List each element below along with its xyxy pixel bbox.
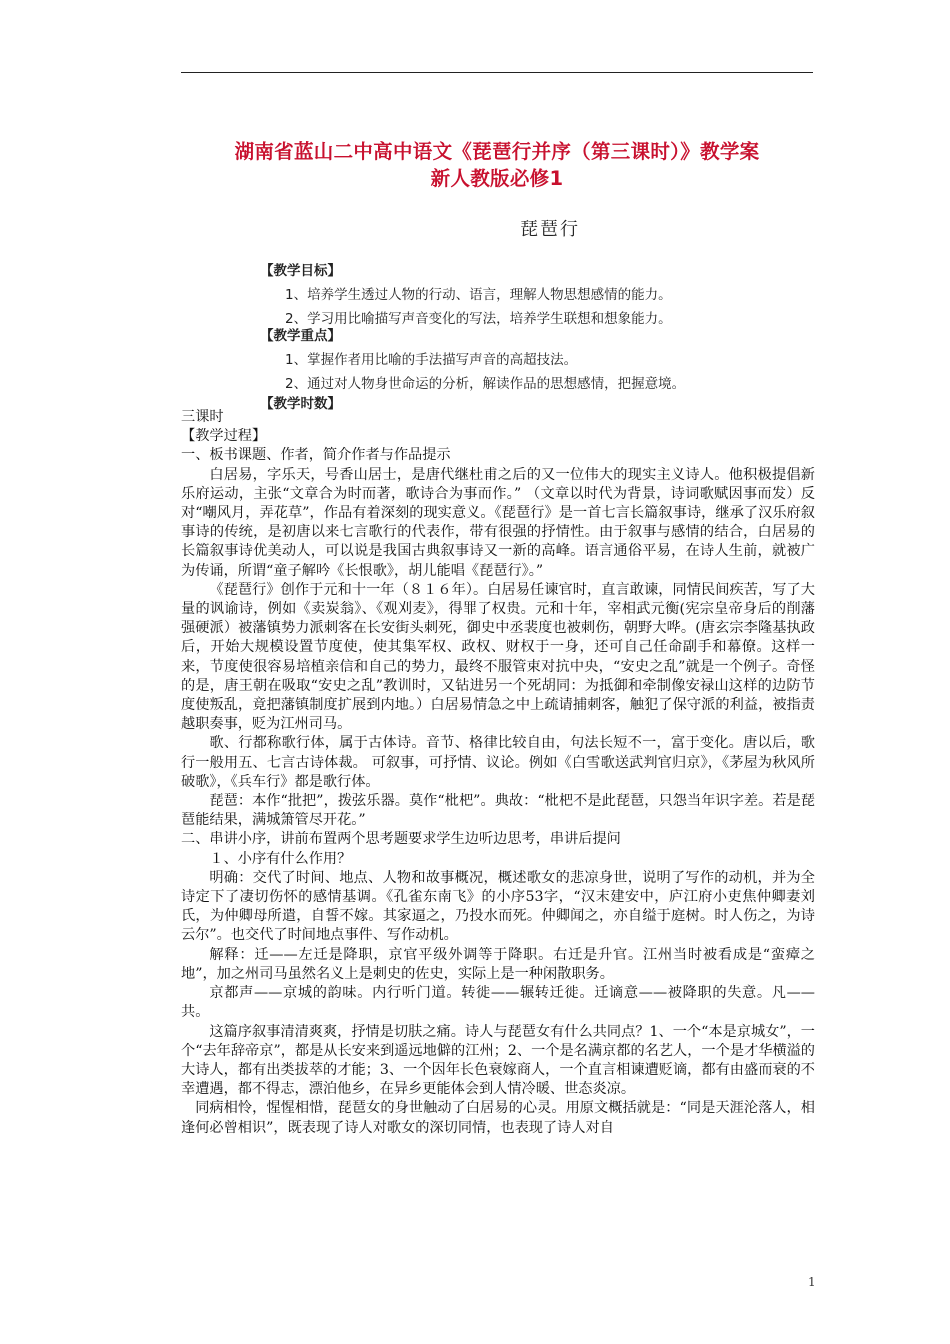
paragraph-explain: 解释：迁——左迁是降职，京官平级外调等于降职。右迁是升官。江州当时被看成是“蛮瘴之地”，加之州司马虽然名义上是刺史的佐史，实际上是一种闲散职务。 xyxy=(181,946,815,982)
hours-label: 【教学时数】 xyxy=(260,396,341,412)
header-rule xyxy=(181,72,813,73)
paragraph-clarify: 明确：交代了时间、地点、人物和故事概况，概述歌女的悲凉身世，说明了写作的动机，并为全诗定下了凄切伤怀的感情基调。《孔雀东南飞》的小序53字，“汉末建安中，庐江府小吏焦仲卿妻刘氏，为仲卿母所遣，自誓不嫁。其家逼之，乃投水而死。仲卿闻之，亦自缢于庭树。时人伤之，为诗云尔”。也交代了时间地点事件、写作动机。 xyxy=(181,869,815,944)
paragraph-author-intro: 白居易，字乐天，号香山居士，是唐代继杜甫之后的又一位伟大的现实主义诗人。他积极提倡新乐府运动，主张“文章合为时而著，歌诗合为事而作。” （文章以时代为背景，诗词歌赋因事而发）反对“嘲风月，弄花草”，作品有着深刻的现实意义。《琵琶行》是一首七言长篇叙事诗，继承了汉乐府叙事诗的传统，是初唐以来七言歌行的代表作，带有很强的抒情性。由于叙事与感情的结合，白居易的长篇叙事诗优美动人，可以说是我国古典叙事诗又一新的高峰。语言通俗平易，在诗人生前，就被广为传诵，所谓“童子解吟《长恨歌》，胡儿能唱《琵琶行》。” xyxy=(181,466,815,579)
paragraph-sympathy: 同病相怜，惺惺相惜，琵琶女的身世触动了白居易的心灵。用原文概括就是：“同是天涯沦落人，相逢何必曾相识”，既表现了诗人对歌女的深切同情，也表现了诗人对自 xyxy=(181,1100,815,1136)
process-label: 【教学过程】 xyxy=(181,428,267,445)
goal-label: 【教学目标】 xyxy=(260,263,341,279)
paragraph-genre: 歌、行都称歌行体，属于古体诗。音节、格律比较自由，句法长短不一，富于变化。唐以后，歌行一般用五、七言古诗体裁。 可叙事，可抒情、议论。例如《白雪歌送武判官归京》，《茅屋为秋风所破歌》，《兵车行》都是歌行体。 xyxy=(181,735,815,790)
document-title-line-2: 新人教版必修1 xyxy=(430,167,564,190)
section-heading-1: 一、板书课题、作者，简介作者与作品提示 xyxy=(181,447,451,464)
focus-item-2: 2、通过对人物身世命运的分析，解读作品的思想感情，把握意境。 xyxy=(285,376,686,392)
paragraph-background: 《琵琶行》创作于元和十一年（８１６年）。白居易任谏官时，直言敢谏，同情民间疾苦，写了大量的讽谕诗，例如《卖炭翁》、《观刈麦》，得罪了权贵。元和十年，宰相武元衡(宪宗皇帝身后的削藩强硬派）被藩镇势力派刺客在长安街头刺死，御史中丞裴度也被刺伤，朝野大哗。(唐玄宗李隆基执政后，开始大规模设置节度使，使其集军权、政权、财权于一身，还可自己任命副手和幕僚。这样一来，节度使很容易培植亲信和自己的势力，最终不服管束对抗中央，“安史之乱”就是一个例子。奇怪的是，唐王朝在吸取“安史之乱”教训时，又钻进另一个死胡同：为抵御和牵制像安禄山这样的边防节度使叛乱，竟把藩镇制度扩展到内地。）白居易情急之中上疏请捕刺客，触犯了保守派的利益，被指责越职奏事，贬为江州司马。 xyxy=(181,581,815,733)
page-number: 1 xyxy=(808,1275,816,1289)
hours-value: 三课时 xyxy=(181,409,224,425)
section-heading-2: 二、串讲小序，讲前布置两个思考题要求学生边听边思考，串讲后提问 xyxy=(181,831,621,848)
question-1: １、小序有什么作用？ xyxy=(209,850,352,867)
lesson-body xyxy=(181,408,815,1138)
paragraph-pipa: 琵琶：本作“批把”，拨弦乐器。莫作“枇杷”。典故：“枇杷不是此琵琶，只怨当年识字差。若是琵琶能结果，满城箫管尽开花。” xyxy=(181,793,815,829)
focus-label: 【教学重点】 xyxy=(260,328,341,344)
paragraph-vocabulary: 京都声——京城的韵味。内行听门道。转徙——辗转迁徙。迁谪意——被降职的失意。凡——共。 xyxy=(181,985,815,1021)
paragraph-common-points: 这篇序叙事清清爽爽，抒情是切肤之痛。诗人与琵琶女有什么共同点？1、一个“本是京城女”，一个“去年辞帝京”，都是从长安来到遥远地僻的江州；2、一个是名满京都的名艺人，一个是才华横溢的大诗人，都有出类拔萃的才能；3、一个因年长色衰嫁商人，一个直言相谏遭贬谪，都有由盛而衰的不幸遭遇，都不得志，漂泊他乡，在异乡更能体会到人情冷暖、世态炎凉。 xyxy=(181,1023,815,1098)
focus-item-1: 1、掌握作者用比喻的手法描写声音的高超技法。 xyxy=(285,352,578,368)
poem-subtitle: 琵琶行 xyxy=(520,219,580,240)
document-title-line-1: 湖南省蓝山二中高中语文《琵琶行并序（第三课时）》教学案 xyxy=(234,140,760,163)
goal-item-1: 1、培养学生透过人物的行动、语言，理解人物思想感情的能力。 xyxy=(285,287,672,303)
goal-item-2: 2、学习用比喻描写声音变化的写法，培养学生联想和想象能力。 xyxy=(285,311,672,327)
